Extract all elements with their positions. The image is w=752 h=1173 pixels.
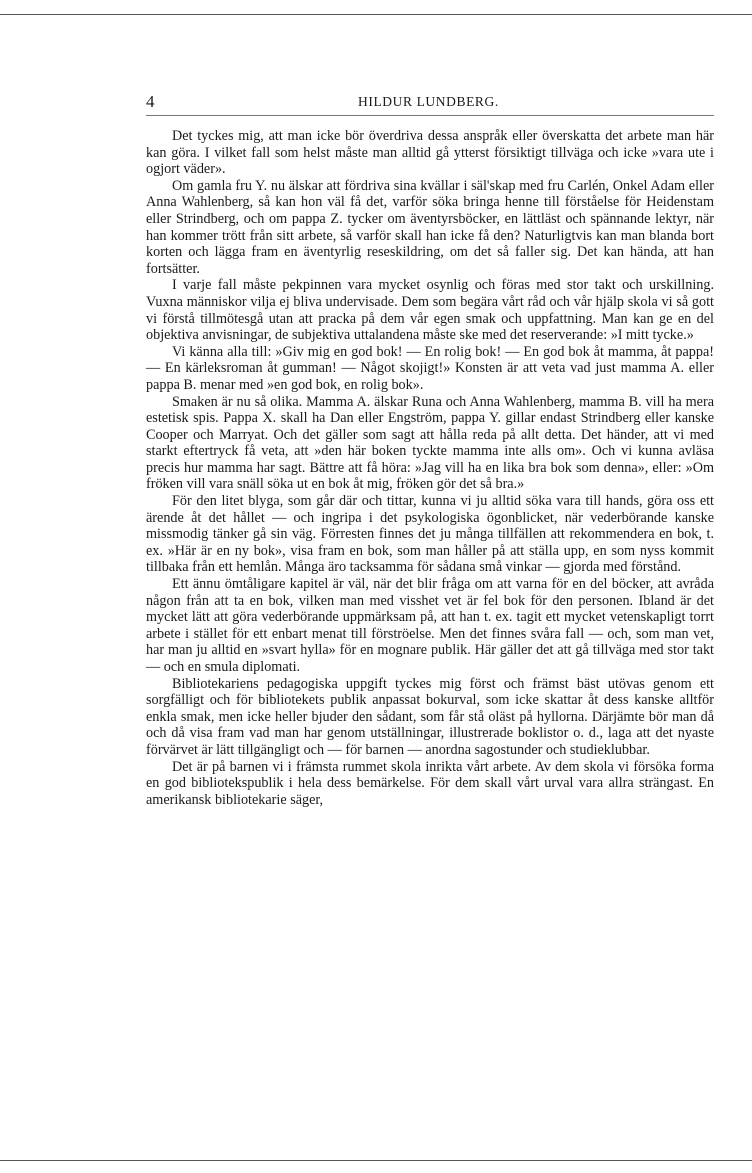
running-head	[146, 92, 714, 118]
running-title: HILDUR LUNDBERG.	[358, 94, 499, 109]
paragraph: Det tyckes mig, att man icke bör överdriva dessa anspråk eller överskatta det arbete man här kan göra. I vilket fall som helst måste man alltid gå ytterst försiktigt tillväga och icke »vara ute i ogjort väder».	[146, 128, 714, 178]
page-number: 4	[146, 92, 155, 111]
header-rule	[146, 115, 714, 116]
paragraph: I varje fall måste pekpinnen vara mycket osynlig och föras med stor takt och urskillning. Vuxna människor vilja ej bliva undervisade. Dem som begära vårt råd och vår hjälp skola vi så gott vi förstå tillmötesgå utan att pracka på dem vår egen smak och uppfattning. Man kan ge en del objektiva anvisningar, de subjektiva uttalandena måste ske med det reserverande: »I mitt tycke.»	[146, 277, 714, 344]
book-page	[146, 92, 714, 808]
paragraph: Smaken är nu så olika. Mamma A. älskar Runa och Anna Wahlenberg, mamma B. vill ha mera estetisk spis. Pappa X. skall ha Dan eller Engström, pappa Y. gillar endast Strindberg eller kanske Cooper och Marryat. Och det gäller som sagt att hålla reda på allt detta. Det händer, att vi med starkt eftertryck få veta, att »den här boken tyckte mamma inte alls om». Och vi kunna avläsa precis hur mamma har sagt. Bättre att få höra: »Jag vill ha en lika bra bok som denna», eller: »Om fröken vill vara snäll söka ut en bok åt mig, fröken gör det så bra.»	[146, 393, 714, 493]
paragraph: Ett ännu ömtåligare kapitel är väl, när det blir fråga om att varna för en del böcker, att avråda någon från att ta en bok, vilken man med visshet vet är fel bok för den personen. Ibland är det mycket lätt att göra vederbörande uppmärksam på, att han t. ex. tagit ett mycket vetenskapligt torrt arbete i stället för ett enbart menat till förströelse. Men det finnes svåra fall — och, som man vet, har man ju alltid en »svart hylla» för en mognare publik. Här gäller det att gå tillväga med stor takt — och en smula diplomati.	[146, 576, 714, 675]
paragraph: Det är på barnen vi i främsta rummet skola inrikta vårt arbete. Av dem skola vi försöka forma en god bibliotekspublik i hela dess bemärkelse. För dem skall vårt urval vara allra strängast. En amerikansk bibliotekarie säger,	[146, 758, 714, 808]
body-text	[146, 128, 714, 808]
paragraph: Bibliotekariens pedagogiska uppgift tyckes mig först och främst bäst utövas genom ett sorgfälligt och för bibliotekets publik anpassat bokurval, som icke skattar åt dess kanske alltför enkla smak, men icke heller bjuder den sådant, som får stå oläst på hyllorna. Därjämte bör man då och då visa fram vad man har genom utställningar, illustrerade boklistor o. d., laga att det nyaste förvärvet är lätt tillgängligt och — för barnen — anordna sagostunder och studieklubbar.	[146, 675, 714, 758]
paragraph: För den litet blyga, som går där och tittar, kunna vi ju alltid söka vara till hands, göra oss ett ärende åt det hållet — och ingripa i det psykologiska ögonblicket, när vederbörande kanske missmodig tänker gå sin väg. Förresten finnes det ju många tillfällen att rekommendera en bok, t. ex. »Här är en ny bok», visa fram en bok, som man håller på att ställa upp, en som nyss kommit tillbaka från ett hemlån. Många äro tacksamma för sådana små vinkar — gjorda med förstånd.	[146, 493, 714, 576]
paragraph: Vi känna alla till: »Giv mig en god bok! — En rolig bok! — En god bok åt mamma, åt pappa! — En kärleksroman åt gumman! — Något skojigt!» Konsten är att veta vad just mamma A. eller pappa B. menar med »en god bok, en rolig bok».	[146, 343, 714, 393]
paragraph: Om gamla fru Y. nu älskar att fördriva sina kvällar i säl'skap med fru Carlén, Onkel Adam eller Anna Wahlenberg, så kan hon väl få det, varför söka bringa henne till förståelse för Heidenstam eller Strindberg, och om pappa Z. tycker om äventyrsböcker, en lättläst och spännande lektyr, när han kommer trött från sitt arbete, så varför skall han icke få den? Naturligtvis kan man blanda bort korten och lägga fram en äventyrlig reseskildring, om det så faller sig. Det kan hända, att han fortsätter.	[146, 177, 714, 277]
scan-top-edge-rule	[0, 14, 752, 15]
scan-bottom-edge-rule	[0, 1160, 752, 1161]
